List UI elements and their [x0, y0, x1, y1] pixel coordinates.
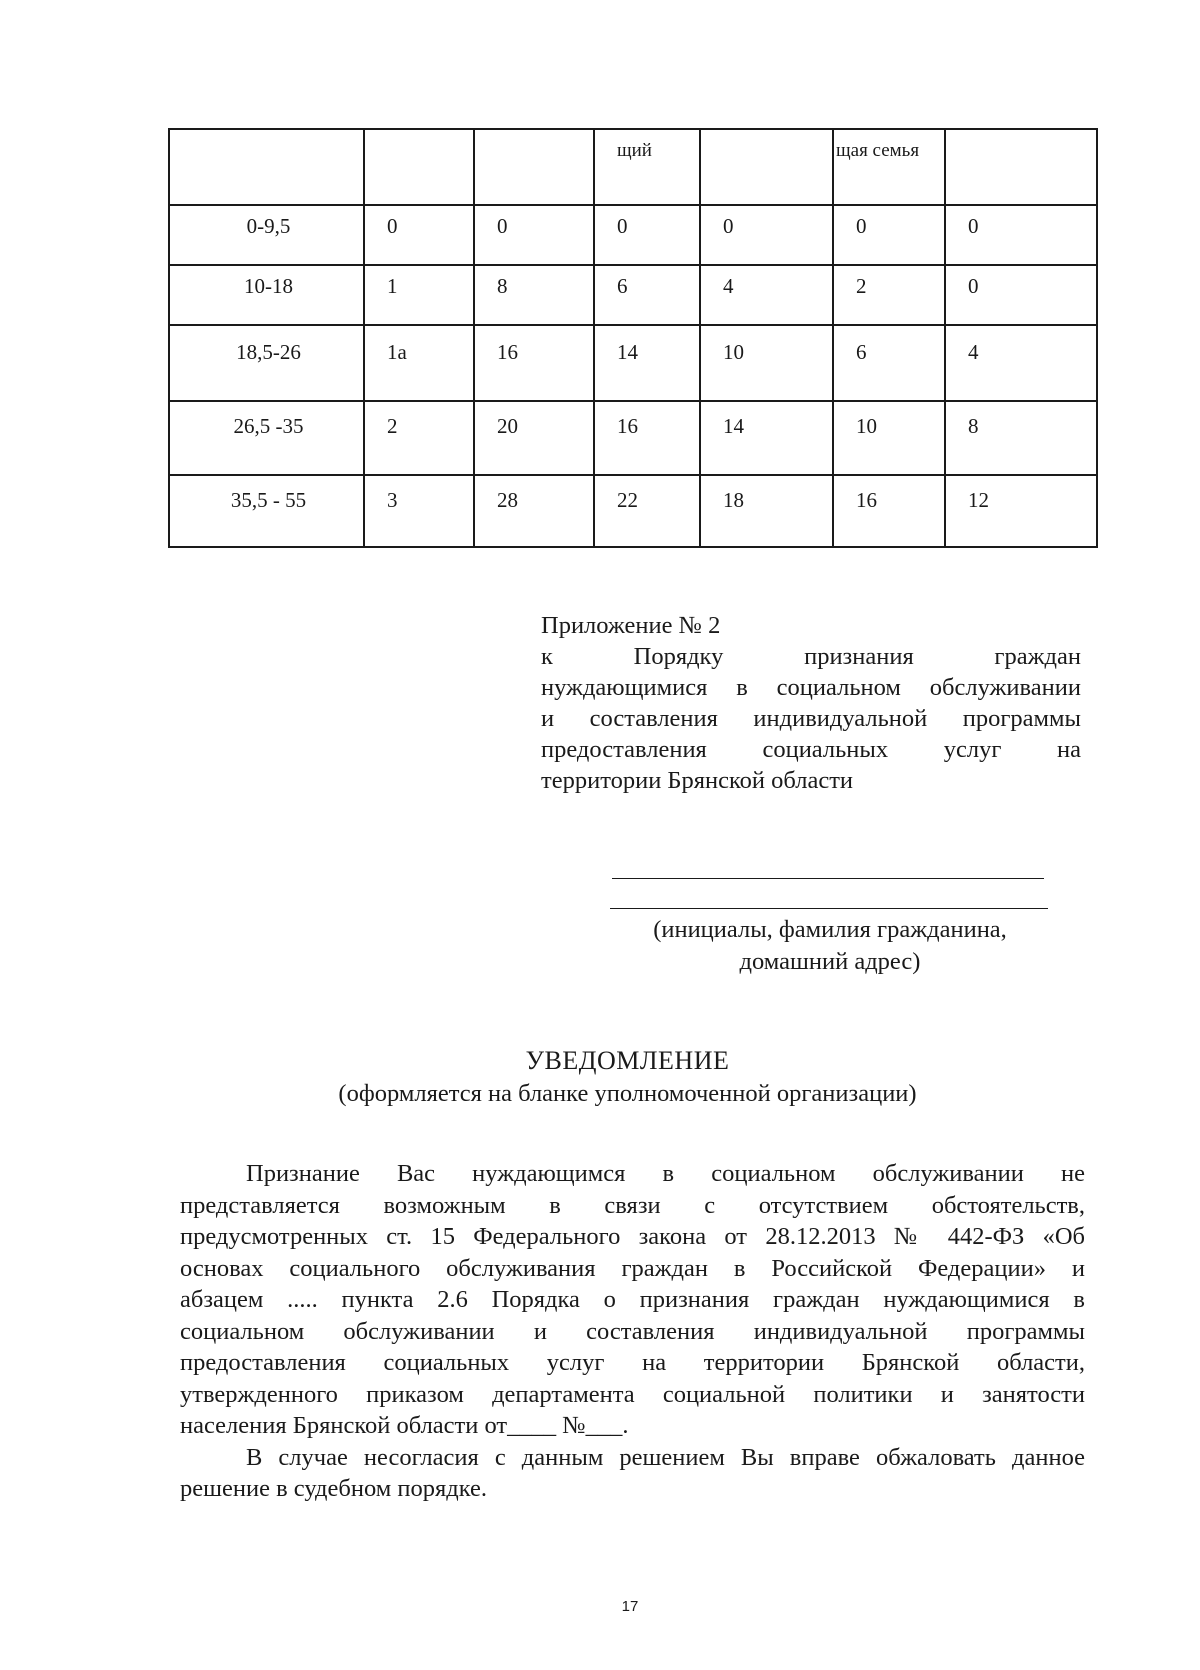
table-cell: 0 [364, 205, 474, 265]
table-cell: 0 [700, 205, 833, 265]
table-cell: 18 [700, 475, 833, 547]
table-header-cell [945, 129, 1097, 205]
table-cell: 2 [364, 401, 474, 475]
appendix-title: Приложение № 2 [541, 612, 721, 639]
table-header-row [169, 129, 1097, 205]
table-cell: 3 [364, 475, 474, 547]
table-cell: 0 [474, 205, 594, 265]
table-header-cell [364, 129, 474, 205]
table-cell: 0 [945, 205, 1097, 265]
table-cell: 12 [945, 475, 1097, 547]
table-cell-range: 10-18 [169, 265, 364, 325]
table-cell: 6 [833, 325, 945, 401]
table-header-cell [169, 129, 364, 205]
table-cell: 14 [700, 401, 833, 475]
body-line: представляется возможным в связи с отсутствием обстоятельств, [180, 1191, 1085, 1219]
notice-title: УВЕДОМЛЕНИЕ [525, 1046, 730, 1075]
table-header-cell: щая семья [833, 129, 945, 205]
table-cell: 10 [833, 401, 945, 475]
table-cell: 6 [594, 265, 700, 325]
table-cell-range: 18,5-26 [169, 325, 364, 401]
table-cell: 0 [833, 205, 945, 265]
page-number: 17 [621, 1598, 639, 1615]
body-line: утвержденного приказом департамента социальной политики и занятости [180, 1380, 1085, 1408]
table-cell: 2 [833, 265, 945, 325]
body-line: решение в судебном порядке. [180, 1475, 488, 1502]
table-cell: 22 [594, 475, 700, 547]
table-cell: 10 [700, 325, 833, 401]
table-cell-range: 35,5 - 55 [169, 475, 364, 547]
recipient-blank-line [612, 878, 1044, 879]
appendix-line: и составления индивидуальной программы [541, 705, 1081, 732]
body-line: Признание Вас нуждающимся в социальном обслуживании не [246, 1160, 1085, 1187]
table-cell-range: 26,5 -35 [169, 401, 364, 475]
recipient-caption-line: (инициалы, фамилия гражданина, [653, 916, 1007, 943]
body-line: предоставления социальных услуг на территории Брянской области, [180, 1349, 1085, 1376]
appendix-line: нуждающимися в социальном обслуживании [541, 674, 1081, 701]
notice-body [180, 1158, 1085, 1505]
table-row [169, 475, 1097, 547]
table-cell: 28 [474, 475, 594, 547]
table-row [169, 205, 1097, 265]
table-cell: 8 [945, 401, 1097, 475]
body-line: основах социального обслуживания граждан в Российской Федерации» и [180, 1254, 1085, 1282]
table-cell: 1 [364, 265, 474, 325]
recipient-caption [560, 914, 1100, 978]
table-cell: 16 [474, 325, 594, 401]
table-cell: 16 [833, 475, 945, 547]
table-cell: 8 [474, 265, 594, 325]
table-row [169, 325, 1097, 401]
table-header-cell [700, 129, 833, 205]
recipient-caption-line: домашний адрес) [739, 948, 921, 975]
score-table [168, 128, 1098, 548]
table-cell: 0 [945, 265, 1097, 325]
appendix-header [541, 610, 1081, 796]
table-cell: 0 [594, 205, 700, 265]
recipient-blank-line [610, 908, 1048, 909]
table-cell: 20 [474, 401, 594, 475]
body-line: В случае несогласия с данным решением Вы вправе обжаловать данное [246, 1443, 1085, 1471]
appendix-line: предоставления социальных услуг на [541, 736, 1081, 763]
table-cell: 4 [945, 325, 1097, 401]
appendix-line: территории Брянской области [541, 767, 854, 794]
body-line: абзацем ..... пункта 2.6 Порядка о признания граждан нуждающимися в [180, 1286, 1085, 1313]
table-cell: 14 [594, 325, 700, 401]
table-row [169, 401, 1097, 475]
body-line: населения Брянской области от____ №___. [180, 1412, 629, 1439]
table-cell: 4 [700, 265, 833, 325]
body-line: предусмотренных ст. 15 Федерального закона от 28.12.2013 № 442-ФЗ «Об [180, 1223, 1085, 1250]
table-cell-range: 0-9,5 [169, 205, 364, 265]
appendix-line: к Порядку признания граждан [541, 643, 1081, 670]
table-row [169, 265, 1097, 325]
body-line: социальном обслуживании и составления индивидуальной программы [180, 1317, 1085, 1345]
table-cell: 16 [594, 401, 700, 475]
notice-subtitle: (оформляется на бланке уполномоченной организации) [338, 1080, 917, 1107]
table-header-cell [474, 129, 594, 205]
table-header-cell: щий [594, 129, 700, 205]
table-cell: 1а [364, 325, 474, 401]
